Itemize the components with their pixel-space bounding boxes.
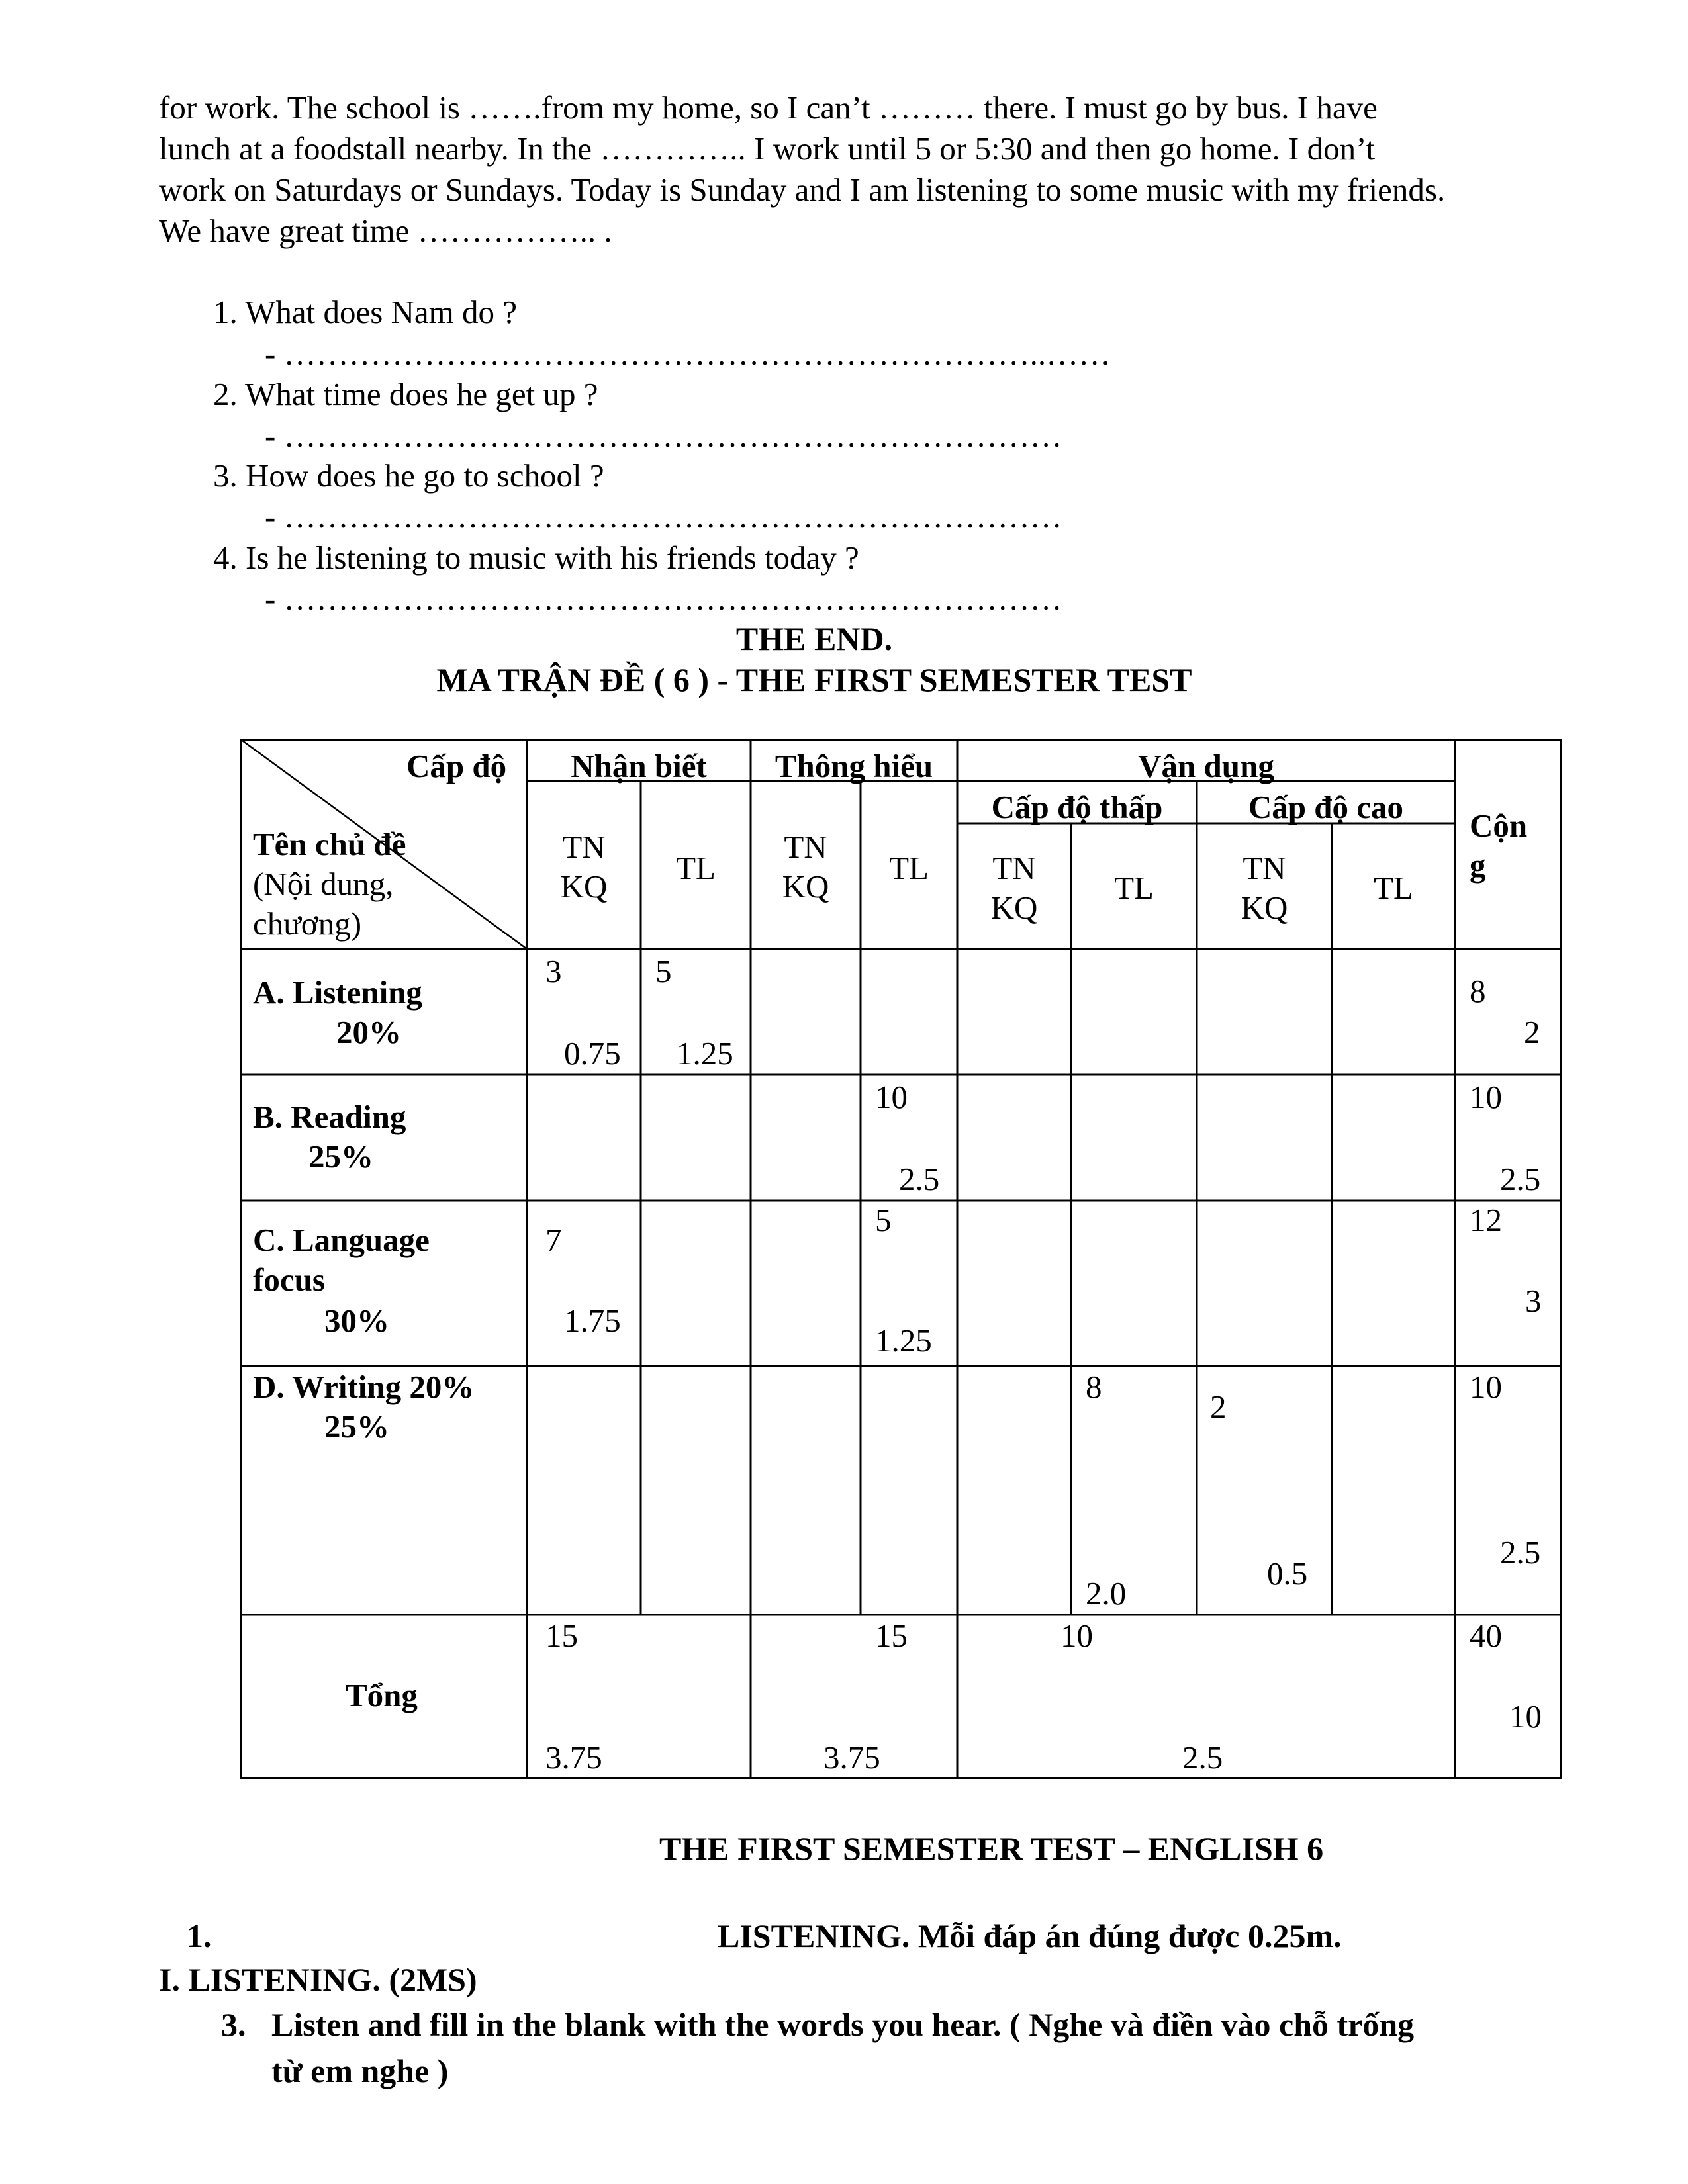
row-d-vt-tl-count: 8 (1086, 1369, 1102, 1405)
row-tong-nb-score: 3.75 (545, 1739, 602, 1776)
row-b-pct: 25% (308, 1138, 373, 1175)
row-a-nb-tl-score: 1.25 (677, 1035, 733, 1071)
row-a-total-score: 2 (1524, 1014, 1540, 1050)
header-chuong: chương) (253, 905, 362, 942)
row-c-name-1: C. Language (253, 1222, 430, 1258)
th-tl: TL (889, 850, 929, 886)
question-3: 3. How does he go to school ? (213, 457, 604, 494)
row-a-nb-tn-count: 3 (545, 953, 562, 989)
row-c-th-tl-score: 1.25 (875, 1322, 932, 1359)
row-c-pct: 30% (324, 1302, 389, 1339)
header-thong-hieu: Thông hiểu (774, 748, 933, 784)
row-tong-total-score: 10 (1509, 1698, 1542, 1735)
row-d-vc-tn-score: 0.5 (1267, 1555, 1308, 1592)
vc-tn: TN (1243, 850, 1286, 886)
header-nhan-biet: Nhận biết (571, 748, 707, 784)
th-tn: TN (784, 829, 827, 865)
answer-line-3: - ……………………………………………………………… (265, 498, 1062, 535)
nb-tn: TN (562, 829, 606, 865)
row-d-total-score: 2.5 (1500, 1534, 1541, 1570)
row-a-name: A. Listening (253, 974, 422, 1011)
header-noi-dung: (Nội dung, (253, 866, 394, 902)
row-d-total-count: 10 (1470, 1369, 1502, 1405)
ten-chu-de-label: Tên chủ đề (253, 826, 406, 862)
item-3-line-2: từ em nghe ) (271, 2052, 449, 2089)
passage-line-1: for work. The school is …….from my home, so I can’t ……… there. I must go by bus. I have (159, 89, 1378, 126)
row-a-nb-tl-count: 5 (655, 953, 672, 989)
row-d-vt-tl-score: 2.0 (1086, 1575, 1127, 1612)
row-tong-total-count: 40 (1470, 1617, 1502, 1654)
header-cong-2: g (1470, 847, 1486, 884)
section-1-heading: LISTENING. Mỗi đáp án đúng được 0.25m. (718, 1917, 1342, 1954)
row-d-pct: 25% (324, 1408, 389, 1445)
row-b-th-tl-count: 10 (875, 1079, 908, 1115)
th-kq: KQ (782, 868, 829, 905)
header-cap-do-cao: Cấp độ cao (1248, 789, 1404, 825)
item-3-number: 3. (221, 2006, 246, 2043)
passage-line-2: lunch at a foodstall nearby. In the ………….. I work until 5 or 5:30 and then go home. I don’t (159, 130, 1376, 167)
row-tong-th-count: 15 (875, 1617, 908, 1654)
vt-tn: TN (992, 850, 1036, 886)
row-d-vc-tn-count: 2 (1210, 1388, 1227, 1425)
header-ten-chu-de (253, 825, 406, 864)
row-tong-vd-score: 2.5 (1182, 1739, 1223, 1776)
matrix-title: MA TRẬN ĐỀ ( 6 ) - THE FIRST SEMESTER TEST (436, 661, 1192, 698)
answer-line-1: - ……………………………………………………………..…… (265, 336, 1111, 372)
row-b-name: B. Reading (253, 1099, 406, 1135)
row-c-total-score: 3 (1525, 1283, 1542, 1319)
row-c-total-count: 12 (1470, 1202, 1502, 1238)
row-c-th-tl-count: 5 (875, 1202, 892, 1238)
row-b-th-tl-score: 2.5 (899, 1161, 940, 1197)
header-cap-do-thap: Cấp độ thấp (991, 789, 1163, 825)
row-tong-nb-count: 15 (545, 1617, 578, 1654)
row-b-total-count: 10 (1470, 1079, 1502, 1115)
row-b-total-score: 2.5 (1500, 1161, 1541, 1197)
section-I-heading: I. LISTENING. (2MS) (159, 1961, 477, 1998)
answer-line-4: - ……………………………………………………………… (265, 580, 1062, 617)
row-d-name: D. Writing 20% (253, 1369, 475, 1405)
matrix-table (240, 739, 1562, 1779)
passage-line-4: We have great time …………….. . (159, 212, 612, 249)
section-1-number: 1. (187, 1917, 212, 1954)
row-c-name-2: focus (253, 1261, 325, 1298)
nb-tl: TL (676, 850, 716, 886)
passage-line-3: work on Saturdays or Sundays. Today is Sunday and I am listening to some music with my friends. (159, 171, 1446, 208)
header-cap-do: Cấp độ (406, 748, 507, 784)
vt-kq: KQ (990, 889, 1038, 926)
header-cong-1: Cộn (1470, 807, 1528, 844)
row-c-nb-tn-score: 1.75 (564, 1302, 621, 1339)
question-2: 2. What time does he get up ? (213, 376, 598, 412)
header-van-dung: Vận dụng (1138, 748, 1274, 784)
nb-kq: KQ (560, 868, 608, 905)
row-a-total-count: 8 (1470, 973, 1486, 1009)
test-title: THE FIRST SEMESTER TEST – ENGLISH 6 (659, 1830, 1324, 1867)
vc-kq: KQ (1241, 889, 1288, 926)
vc-tl: TL (1374, 870, 1413, 906)
row-tong-th-score: 3.75 (823, 1739, 880, 1776)
question-4: 4. Is he listening to music with his friends today ? (213, 539, 859, 576)
row-tong-vd-count: 10 (1060, 1617, 1093, 1654)
question-1: 1. What does Nam do ? (213, 294, 518, 330)
row-a-pct: 20% (336, 1014, 401, 1050)
row-tong-name: Tổng (346, 1677, 418, 1713)
vt-tl: TL (1114, 870, 1154, 906)
row-c-nb-tn-count: 7 (545, 1222, 562, 1258)
the-end-title: THE END. (735, 620, 893, 657)
answer-line-2: - ……………………………………………………………… (265, 418, 1062, 454)
row-a-nb-tn-score: 0.75 (564, 1035, 621, 1071)
item-3-line-1: Listen and fill in the blank with the words you hear. ( Nghe và điền vào chỗ trống (271, 2006, 1415, 2043)
